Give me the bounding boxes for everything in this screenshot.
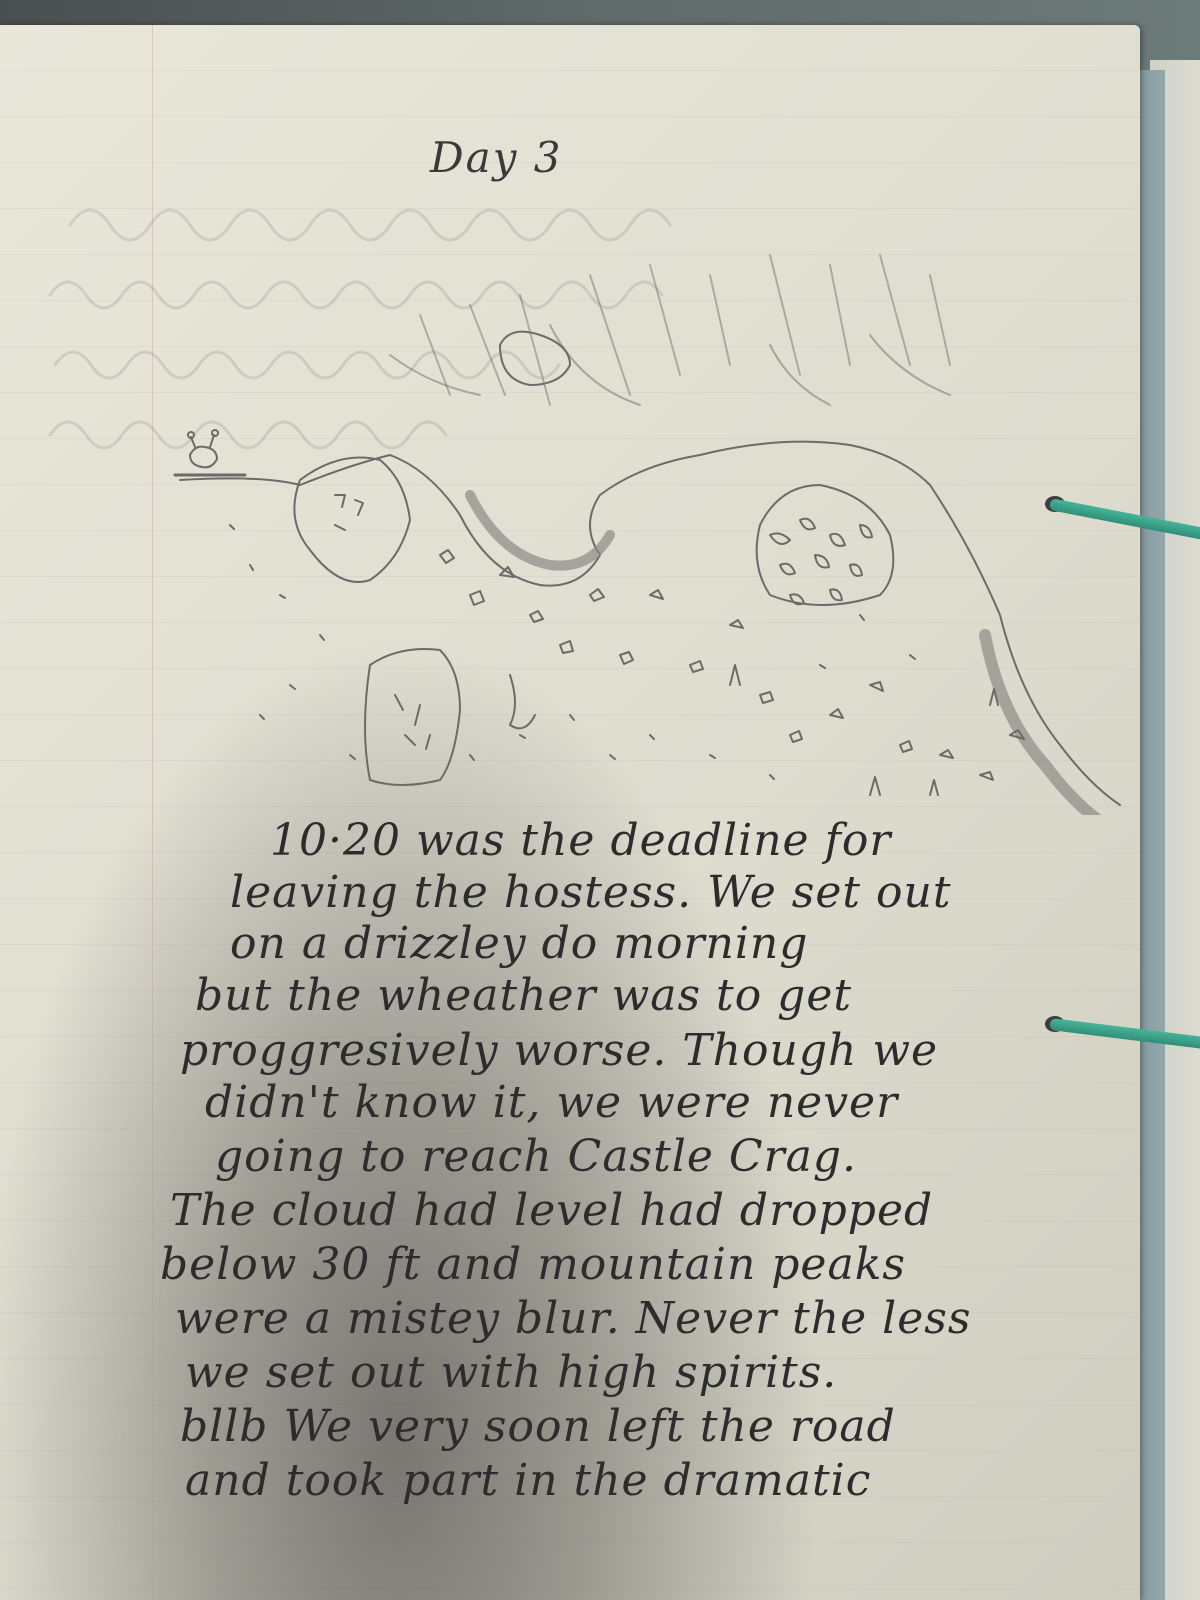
landscape-sketch (170, 235, 1130, 815)
page-title: Day 3 (430, 133, 563, 182)
handwritten-line-5: proggresively worse. Though we (180, 1025, 939, 1076)
handwritten-line-7: going to reach Castle Crag. (215, 1131, 857, 1182)
handwritten-line-4: but the wheather was to get (195, 970, 853, 1021)
notebook-page (0, 25, 1140, 1600)
handwritten-line-3: on a drizzley do morning (230, 918, 809, 969)
handwritten-line-11: we set out with high spirits. (185, 1347, 838, 1398)
handwritten-line-12: bllb We very soon left the road (180, 1401, 896, 1452)
handwritten-line-2: leaving the hostess. We set out (230, 867, 952, 918)
handwritten-line-8: The cloud had level had dropped (170, 1185, 934, 1236)
margin-line (152, 25, 153, 1600)
handwritten-line-6: didn't know it, we were never (205, 1077, 899, 1128)
handwritten-line-13: and took part in the dramatic (185, 1455, 872, 1506)
handwritten-line-1: 10·20 was the deadline for (270, 815, 892, 866)
handwritten-line-9: below 30 ft and mountain peaks (160, 1239, 906, 1290)
handwritten-line-10: were a mistey blur. Never the less (175, 1293, 972, 1344)
